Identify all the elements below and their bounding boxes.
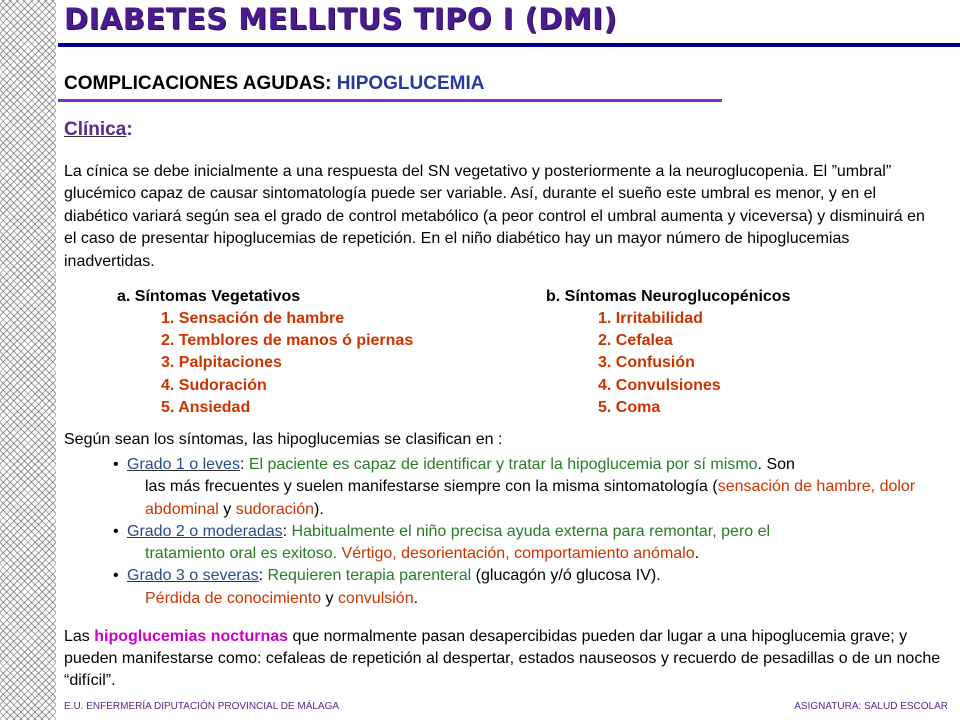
grade-1-text-6: sudoración: [235, 500, 314, 518]
subtitle-prefix: COMPLICACIONES AGUDAS:: [64, 73, 337, 94]
grade-2-line-1: [127, 521, 943, 543]
list-item: 2. Cefalea: [598, 332, 673, 350]
grade-3-line-1: [127, 565, 943, 587]
grade-2-text-1: Habitualmente el niño precisa ayuda externa para remontar, pero el: [287, 522, 771, 540]
grade-1-name: Grado 1 o leves: [127, 456, 240, 473]
grade-1-line-1: [127, 454, 943, 476]
footer-institution: E.U. ENFERMERÍA DIPUTACIÓN PROVINCIAL DE MÁLAGA: [64, 701, 340, 712]
grade-2-colon: :: [282, 522, 288, 540]
subtitle-divider: [58, 99, 722, 102]
grade-1-text-5: y: [218, 500, 236, 518]
bullet-icon: •: [113, 567, 119, 585]
nocturnal-text: que normalmente pasan desapercibidas pueden dar lugar a una hipoglucemia grave; y pueden manifestarse como: cefaleas de repetición al despertar, estados nauseosos y recuerdo de pesadillas o de un noche “difícil”.: [64, 628, 941, 690]
grade-list: [113, 454, 943, 610]
grade-1-item: [113, 454, 943, 521]
list-item: 4. Convulsiones: [598, 376, 721, 394]
grade-1-text-7: ).: [314, 500, 324, 518]
intro-paragraph: La cínica se debe inicialmente a una respuesta del SN vegetativo y posteriormente a la neuroglucopenia. El ”umbral” glucémico capaz de causar sintomatología puede ser variable. Así, durante el sueño este umbral es menor, y en el diabético variará según sea el grado de control metabólico (a peor control el umbral aumenta y viceversa) y disminuirá en el caso de presentar hipoglucemias de repetición. En el niño diabético hay un mayor número de hipoglucemias inadvertidas.: [64, 163, 925, 270]
grade-2-text-4: .: [694, 545, 700, 563]
grade-1-colon: :: [239, 456, 245, 473]
list-item: 5. Ansiedad: [161, 398, 251, 416]
grade-3-item: [113, 565, 943, 610]
bullet-icon: •: [113, 456, 119, 473]
grade-2-item: [113, 521, 943, 566]
list-item: 5. Coma: [598, 398, 661, 416]
section-heading-colon: :: [126, 119, 133, 140]
neuroglucopenic-list: [598, 308, 790, 419]
grade-3-text-5: convulsión: [338, 589, 414, 607]
grade-3-text-4: y: [321, 589, 338, 607]
grade-3-text-1: Requieren terapia parenteral: [263, 567, 472, 585]
list-item: 1. Irritabilidad: [598, 310, 703, 327]
vegetative-heading: a. Síntomas Vegetativos: [117, 288, 301, 305]
grade-3-colon: :: [258, 567, 264, 585]
list-item: 4. Sudoración: [161, 376, 267, 394]
neuroglucopenic-symptoms: [546, 286, 790, 419]
classification-intro: Según sean los síntomas, las hipoglucemias se clasifican en :: [64, 431, 503, 448]
bullet-icon: •: [113, 522, 119, 540]
grade-3-text-6: .: [413, 589, 419, 607]
grade-1-text-2: . Son: [757, 456, 795, 473]
nocturnal-paragraph: [64, 626, 944, 693]
grade-1-continuation: [127, 476, 943, 521]
vegetative-list: [161, 308, 413, 419]
list-item: 3. Palpitaciones: [161, 354, 282, 372]
grade-2-continuation: [127, 543, 943, 565]
grade-2-name: Grado 2 o moderadas: [127, 522, 283, 540]
grade-2-text-3: Vértigo, desorientación, comportamiento anómalo: [337, 545, 695, 563]
decorative-pattern-strip: [0, 0, 56, 720]
list-item: 2. Temblores de manos ó piernas: [161, 332, 414, 350]
nocturnal-prefix: Las: [64, 628, 95, 645]
subtitle-highlight: HIPOGLUCEMIA: [336, 73, 485, 94]
grade-3-continuation: [127, 588, 943, 610]
footer-subject: ASIGNATURA: SALUD ESCOLAR: [794, 701, 948, 712]
title-divider: [58, 43, 960, 47]
grade-2-text-2: tratamiento oral es exitoso.: [145, 545, 338, 563]
vegetative-symptoms: [117, 286, 413, 419]
section-heading: [64, 119, 133, 141]
nocturnal-highlight: hipoglucemias nocturnas: [94, 628, 289, 645]
section-heading-text: Clínica: [64, 119, 127, 140]
slide-title: DIABETES MELLITUS TIPO I (DMI): [64, 2, 618, 36]
list-item: 1. Sensación de hambre: [161, 310, 345, 327]
grade-1-text-3: las más frecuentes y suelen manifestarse siempre con la misma sintomatología (: [145, 478, 718, 496]
grade-3-text-3: Pérdida de conocimiento: [145, 589, 322, 607]
grade-3-name: Grado 3 o severas: [127, 567, 259, 585]
slide-subtitle: [64, 73, 484, 95]
grade-1-text-1: El paciente es capaz de identificar y tratar la hipoglucemia por sí mismo: [244, 456, 758, 473]
neuroglucopenic-heading: b. Síntomas Neuroglucopénicos: [546, 288, 791, 305]
grade-3-text-2: (glucagón y/ó glucosa IV).: [471, 567, 661, 585]
grade-1-text-4: sensación de hambre, dolor abdominal: [145, 478, 916, 518]
list-item: 3. Confusión: [598, 354, 695, 372]
